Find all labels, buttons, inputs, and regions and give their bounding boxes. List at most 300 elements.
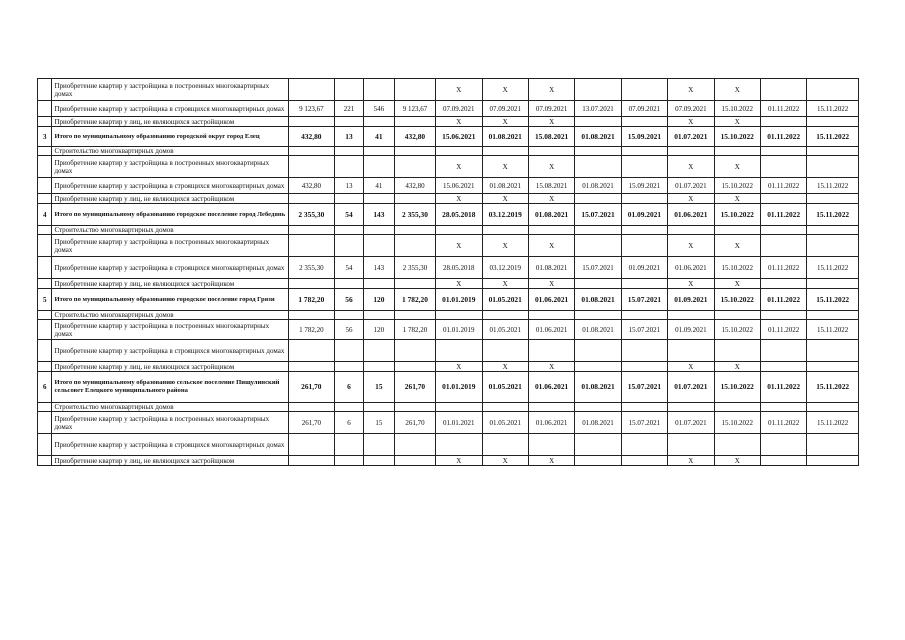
- value-cell: 01.11.2022: [760, 372, 806, 403]
- value-cell: [436, 311, 482, 320]
- value-cell: 07.09.2021: [482, 101, 528, 117]
- value-cell: [807, 235, 859, 257]
- value-cell: [807, 434, 859, 456]
- value-cell: [575, 226, 621, 235]
- value-cell: [394, 279, 435, 289]
- table-row: [38, 101, 859, 117]
- row-number-cell: [38, 412, 52, 434]
- value-cell: [482, 311, 528, 320]
- row-label-cell: Приобретение квартир у застройщика в построенных многоквартирных домах: [52, 320, 288, 340]
- value-cell: [807, 279, 859, 289]
- value-cell: [807, 117, 859, 127]
- value-cell: [363, 156, 394, 178]
- value-cell: 15.06.2021: [436, 127, 482, 147]
- row-number-cell: [38, 117, 52, 127]
- row-label-cell: Итого по муниципальному образованию городское поселение город Лебедянь: [52, 204, 288, 226]
- value-cell: Х: [528, 235, 574, 257]
- value-cell: 15.07.2021: [621, 320, 667, 340]
- row-number-cell: [38, 456, 52, 466]
- row-label-cell: Приобретение квартир у застройщика в построенных многоквартирных домах: [52, 79, 288, 101]
- table-row: [38, 257, 859, 279]
- value-cell: [436, 147, 482, 156]
- value-cell: Х: [436, 156, 482, 178]
- value-cell: 2 355,30: [288, 204, 334, 226]
- value-cell: [335, 362, 364, 372]
- row-number-cell: [38, 279, 52, 289]
- value-cell: Х: [436, 362, 482, 372]
- value-cell: [482, 434, 528, 456]
- value-cell: 15: [363, 412, 394, 434]
- value-cell: [288, 434, 334, 456]
- table-row: [38, 178, 859, 194]
- value-cell: [363, 226, 394, 235]
- value-cell: 6: [335, 412, 364, 434]
- value-cell: [621, 362, 667, 372]
- value-cell: Х: [668, 235, 714, 257]
- value-cell: Х: [528, 362, 574, 372]
- value-cell: [335, 403, 364, 412]
- value-cell: [394, 194, 435, 204]
- value-cell: [621, 279, 667, 289]
- value-cell: [807, 147, 859, 156]
- value-cell: [436, 340, 482, 362]
- value-cell: 01.09.2021: [668, 289, 714, 311]
- row-label-cell: Приобретение квартир у лиц, не являющихся застройщиком: [52, 194, 288, 204]
- value-cell: Х: [436, 235, 482, 257]
- value-cell: [335, 156, 364, 178]
- table-row: [38, 362, 859, 372]
- row-number-cell: 5: [38, 289, 52, 311]
- value-cell: 01.11.2022: [760, 412, 806, 434]
- value-cell: 15.09.2021: [621, 127, 667, 147]
- row-number-cell: [38, 147, 52, 156]
- value-cell: 07.09.2021: [621, 101, 667, 117]
- value-cell: 15.10.2022: [714, 372, 760, 403]
- row-label-cell: Строительство многоквартирных домов: [52, 147, 288, 156]
- value-cell: Х: [668, 456, 714, 466]
- row-label-cell: Приобретение квартир у лиц, не являющихся застройщиком: [52, 362, 288, 372]
- value-cell: [668, 147, 714, 156]
- value-cell: [335, 117, 364, 127]
- value-cell: [621, 147, 667, 156]
- value-cell: [760, 311, 806, 320]
- value-cell: Х: [436, 117, 482, 127]
- row-number-cell: [38, 403, 52, 412]
- value-cell: 01.11.2022: [760, 320, 806, 340]
- table-row: [38, 279, 859, 289]
- value-cell: [760, 362, 806, 372]
- value-cell: 15.07.2021: [621, 412, 667, 434]
- row-number-cell: [38, 79, 52, 101]
- row-label-cell: Приобретение квартир у застройщика в строящихся многоквартирных домах: [52, 101, 288, 117]
- value-cell: [288, 147, 334, 156]
- value-cell: [482, 226, 528, 235]
- value-cell: 13.07.2021: [575, 101, 621, 117]
- value-cell: [363, 362, 394, 372]
- value-cell: 15.10.2022: [714, 412, 760, 434]
- value-cell: [288, 456, 334, 466]
- value-cell: [288, 117, 334, 127]
- value-cell: [363, 147, 394, 156]
- value-cell: 01.08.2021: [575, 178, 621, 194]
- table-row: [38, 340, 859, 362]
- value-cell: [621, 226, 667, 235]
- value-cell: 6: [335, 372, 364, 403]
- value-cell: [394, 147, 435, 156]
- value-cell: [528, 434, 574, 456]
- value-cell: 56: [335, 289, 364, 311]
- value-cell: 28.05.2018: [436, 204, 482, 226]
- value-cell: 15.07.2021: [621, 289, 667, 311]
- value-cell: [714, 340, 760, 362]
- value-cell: [621, 456, 667, 466]
- value-cell: [482, 403, 528, 412]
- value-cell: [575, 340, 621, 362]
- row-label-cell: Приобретение квартир у лиц, не являющихся застройщиком: [52, 456, 288, 466]
- value-cell: Х: [714, 79, 760, 101]
- value-cell: 15.11.2022: [807, 257, 859, 279]
- value-cell: [335, 434, 364, 456]
- table-body: [38, 79, 859, 466]
- value-cell: Х: [714, 279, 760, 289]
- value-cell: 2 355,30: [394, 257, 435, 279]
- row-number-cell: [38, 194, 52, 204]
- value-cell: 120: [363, 289, 394, 311]
- value-cell: [575, 235, 621, 257]
- value-cell: [807, 226, 859, 235]
- row-label-cell: Итого по муниципальному образованию сельское поселение Пищулинский сельсовет Елецкого муниципального района: [52, 372, 288, 403]
- value-cell: 01.08.2021: [575, 289, 621, 311]
- value-cell: [807, 362, 859, 372]
- value-cell: 03.12.2019: [482, 204, 528, 226]
- value-cell: Х: [668, 79, 714, 101]
- value-cell: Х: [482, 79, 528, 101]
- value-cell: [807, 403, 859, 412]
- value-cell: [394, 156, 435, 178]
- value-cell: [528, 311, 574, 320]
- value-cell: [363, 194, 394, 204]
- value-cell: [807, 156, 859, 178]
- value-cell: 15.10.2022: [714, 257, 760, 279]
- value-cell: [288, 156, 334, 178]
- value-cell: Х: [436, 279, 482, 289]
- value-cell: 1 782,20: [394, 320, 435, 340]
- value-cell: [575, 79, 621, 101]
- value-cell: 01.01.2019: [436, 372, 482, 403]
- value-cell: [760, 156, 806, 178]
- value-cell: [288, 340, 334, 362]
- value-cell: 15.06.2021: [436, 178, 482, 194]
- value-cell: [288, 403, 334, 412]
- value-cell: 15.07.2021: [621, 372, 667, 403]
- value-cell: 01.11.2022: [760, 127, 806, 147]
- value-cell: 07.09.2021: [528, 101, 574, 117]
- table-row: [38, 156, 859, 178]
- value-cell: [394, 456, 435, 466]
- value-cell: [335, 235, 364, 257]
- table-row: [38, 434, 859, 456]
- value-cell: 261,70: [288, 372, 334, 403]
- row-number-cell: [38, 178, 52, 194]
- value-cell: 54: [335, 204, 364, 226]
- value-cell: 15: [363, 372, 394, 403]
- row-label-cell: Итого по муниципальному образованию городской округ город Елец: [52, 127, 288, 147]
- table-row: [38, 456, 859, 466]
- value-cell: [575, 279, 621, 289]
- value-cell: 07.09.2021: [668, 101, 714, 117]
- value-cell: 01.11.2022: [760, 178, 806, 194]
- value-cell: 01.08.2021: [528, 257, 574, 279]
- value-cell: 261,70: [394, 372, 435, 403]
- value-cell: [621, 434, 667, 456]
- value-cell: [575, 117, 621, 127]
- value-cell: Х: [482, 235, 528, 257]
- value-cell: 9 123,67: [288, 101, 334, 117]
- value-cell: Х: [436, 79, 482, 101]
- value-cell: [807, 194, 859, 204]
- value-cell: [714, 403, 760, 412]
- value-cell: 01.08.2021: [528, 204, 574, 226]
- row-number-cell: [38, 257, 52, 279]
- value-cell: [335, 456, 364, 466]
- value-cell: [575, 434, 621, 456]
- value-cell: [436, 226, 482, 235]
- value-cell: 2 355,30: [288, 257, 334, 279]
- value-cell: [436, 434, 482, 456]
- value-cell: 07.09.2021: [436, 101, 482, 117]
- value-cell: [436, 403, 482, 412]
- value-cell: 01.07.2021: [668, 412, 714, 434]
- value-cell: Х: [528, 456, 574, 466]
- row-label-cell: Приобретение квартир у застройщика в строящихся многоквартирных домах: [52, 257, 288, 279]
- value-cell: 15.10.2022: [714, 320, 760, 340]
- value-cell: 15.11.2022: [807, 320, 859, 340]
- value-cell: [363, 279, 394, 289]
- value-cell: 432,80: [288, 178, 334, 194]
- value-cell: [714, 147, 760, 156]
- value-cell: 1 782,20: [288, 289, 334, 311]
- row-label-cell: Приобретение квартир у застройщика в построенных многоквартирных домах: [52, 235, 288, 257]
- row-number-cell: [38, 340, 52, 362]
- value-cell: 15.09.2021: [621, 178, 667, 194]
- value-cell: 261,70: [288, 412, 334, 434]
- value-cell: 01.06.2021: [528, 372, 574, 403]
- value-cell: [335, 79, 364, 101]
- total-row: [38, 289, 859, 311]
- row-label-cell: Итого по муниципальному образованию городское поселение город Грязи: [52, 289, 288, 311]
- value-cell: [288, 279, 334, 289]
- row-label-cell: Приобретение квартир у застройщика в построенных многоквартирных домах: [52, 412, 288, 434]
- value-cell: Х: [482, 194, 528, 204]
- value-cell: [363, 79, 394, 101]
- value-cell: [760, 117, 806, 127]
- value-cell: [760, 194, 806, 204]
- value-cell: 15.10.2022: [714, 178, 760, 194]
- value-cell: [394, 403, 435, 412]
- value-cell: 01.11.2022: [760, 101, 806, 117]
- value-cell: [714, 434, 760, 456]
- value-cell: [394, 79, 435, 101]
- value-cell: [394, 434, 435, 456]
- value-cell: Х: [528, 194, 574, 204]
- row-label-cell: Строительство многоквартирных домов: [52, 311, 288, 320]
- table-row: [38, 226, 859, 235]
- value-cell: Х: [668, 156, 714, 178]
- value-cell: [760, 456, 806, 466]
- value-cell: 15.11.2022: [807, 178, 859, 194]
- row-number-cell: [38, 156, 52, 178]
- table-row: [38, 194, 859, 204]
- value-cell: 01.08.2021: [575, 320, 621, 340]
- value-cell: 2 355,30: [394, 204, 435, 226]
- total-row: [38, 372, 859, 403]
- value-cell: [288, 226, 334, 235]
- value-cell: [621, 340, 667, 362]
- value-cell: [528, 403, 574, 412]
- value-cell: 15.10.2022: [714, 204, 760, 226]
- row-number-cell: [38, 311, 52, 320]
- value-cell: 15.10.2022: [714, 127, 760, 147]
- value-cell: 15.07.2021: [575, 257, 621, 279]
- value-cell: Х: [714, 117, 760, 127]
- row-number-cell: 6: [38, 372, 52, 403]
- value-cell: 01.05.2021: [482, 289, 528, 311]
- value-cell: 01.06.2021: [528, 412, 574, 434]
- value-cell: [807, 340, 859, 362]
- value-cell: [363, 456, 394, 466]
- row-label-cell: Приобретение квартир у застройщика в строящихся многоквартирных домах: [52, 434, 288, 456]
- value-cell: [668, 311, 714, 320]
- value-cell: Х: [482, 279, 528, 289]
- value-cell: [621, 156, 667, 178]
- value-cell: 432,80: [394, 178, 435, 194]
- value-cell: [575, 156, 621, 178]
- value-cell: 01.08.2021: [575, 412, 621, 434]
- value-cell: 546: [363, 101, 394, 117]
- value-cell: [335, 279, 364, 289]
- value-cell: [760, 235, 806, 257]
- value-cell: 15.08.2021: [528, 127, 574, 147]
- value-cell: Х: [668, 117, 714, 127]
- value-cell: [760, 403, 806, 412]
- row-label-cell: Приобретение квартир у лиц, не являющихся застройщиком: [52, 117, 288, 127]
- row-number-cell: 3: [38, 127, 52, 147]
- value-cell: Х: [714, 235, 760, 257]
- value-cell: 01.07.2021: [668, 178, 714, 194]
- row-label-cell: Приобретение квартир у застройщика в строящихся многоквартирных домах: [52, 178, 288, 194]
- row-label-cell: Приобретение квартир у застройщика в построенных многоквартирных домах: [52, 156, 288, 178]
- value-cell: [288, 362, 334, 372]
- value-cell: Х: [482, 456, 528, 466]
- value-cell: 120: [363, 320, 394, 340]
- value-cell: 15.11.2022: [807, 289, 859, 311]
- value-cell: 01.08.2021: [575, 127, 621, 147]
- value-cell: [575, 456, 621, 466]
- value-cell: 15.10.2022: [714, 289, 760, 311]
- value-cell: 03.12.2019: [482, 257, 528, 279]
- value-cell: [668, 403, 714, 412]
- value-cell: 01.06.2021: [528, 289, 574, 311]
- value-cell: 01.01.2021: [436, 412, 482, 434]
- value-cell: [575, 147, 621, 156]
- table-row: [38, 403, 859, 412]
- value-cell: [335, 226, 364, 235]
- value-cell: 01.09.2021: [621, 257, 667, 279]
- value-cell: [394, 311, 435, 320]
- value-cell: [668, 226, 714, 235]
- value-cell: [760, 340, 806, 362]
- value-cell: 01.06.2021: [668, 257, 714, 279]
- value-cell: [528, 340, 574, 362]
- value-cell: 1 782,20: [288, 320, 334, 340]
- value-cell: Х: [714, 456, 760, 466]
- value-cell: Х: [668, 279, 714, 289]
- row-number-cell: [38, 235, 52, 257]
- value-cell: Х: [482, 156, 528, 178]
- value-cell: [575, 194, 621, 204]
- total-row: [38, 204, 859, 226]
- value-cell: 9 123,67: [394, 101, 435, 117]
- value-cell: [394, 340, 435, 362]
- value-cell: [363, 340, 394, 362]
- value-cell: [335, 194, 364, 204]
- row-label-cell: Строительство многоквартирных домов: [52, 226, 288, 235]
- value-cell: [335, 147, 364, 156]
- table-row: [38, 79, 859, 101]
- value-cell: [621, 79, 667, 101]
- table-row: [38, 311, 859, 320]
- value-cell: [621, 403, 667, 412]
- value-cell: 01.09.2021: [621, 204, 667, 226]
- table-row: [38, 320, 859, 340]
- row-number-cell: [38, 362, 52, 372]
- value-cell: 143: [363, 204, 394, 226]
- value-cell: 01.05.2021: [482, 372, 528, 403]
- value-cell: [807, 79, 859, 101]
- value-cell: [807, 456, 859, 466]
- value-cell: 56: [335, 320, 364, 340]
- value-cell: [760, 147, 806, 156]
- value-cell: [621, 194, 667, 204]
- value-cell: [288, 194, 334, 204]
- value-cell: Х: [714, 194, 760, 204]
- value-cell: [394, 117, 435, 127]
- value-cell: [335, 311, 364, 320]
- value-cell: 01.06.2021: [528, 320, 574, 340]
- value-cell: [621, 235, 667, 257]
- row-number-cell: [38, 101, 52, 117]
- row-label-cell: Приобретение квартир у лиц, не являющихся застройщиком: [52, 279, 288, 289]
- total-row: [38, 127, 859, 147]
- value-cell: [807, 311, 859, 320]
- value-cell: 15.11.2022: [807, 127, 859, 147]
- value-cell: 15.11.2022: [807, 412, 859, 434]
- table-row: [38, 235, 859, 257]
- value-cell: 01.11.2022: [760, 204, 806, 226]
- value-cell: 01.08.2021: [575, 372, 621, 403]
- table-row: [38, 117, 859, 127]
- value-cell: [621, 311, 667, 320]
- row-number-cell: 4: [38, 204, 52, 226]
- value-cell: [394, 235, 435, 257]
- table-row: [38, 147, 859, 156]
- value-cell: [288, 79, 334, 101]
- value-cell: 1 782,20: [394, 289, 435, 311]
- value-cell: [668, 340, 714, 362]
- value-cell: Х: [528, 156, 574, 178]
- value-cell: 13: [335, 127, 364, 147]
- value-cell: [668, 434, 714, 456]
